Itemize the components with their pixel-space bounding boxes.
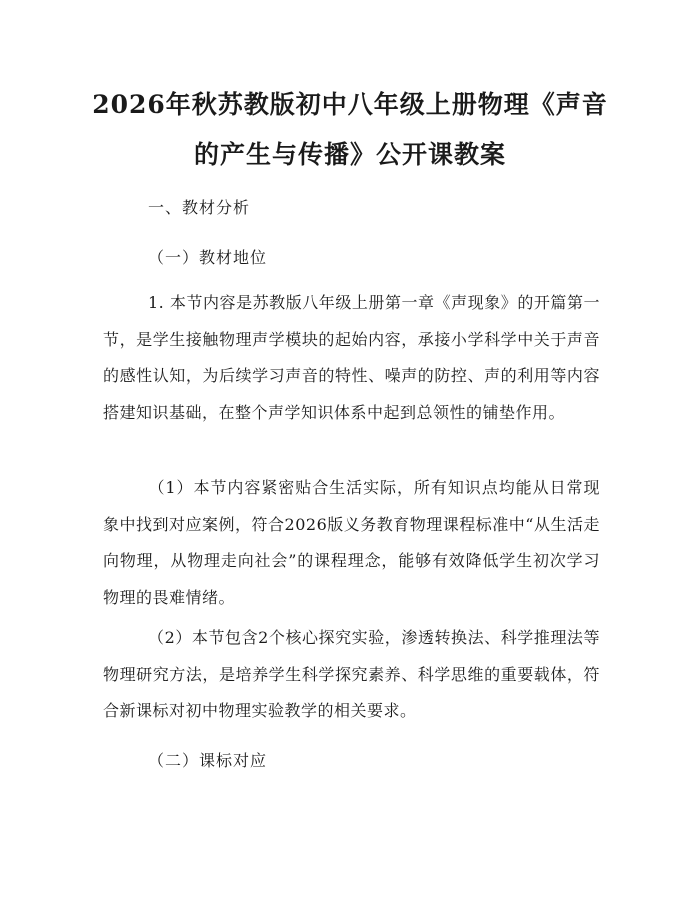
- paragraph-3: [103, 620, 600, 730]
- section-heading-teaching-material-analysis: 一、教材分析: [148, 198, 251, 217]
- paragraph-1-text: 1. 本节内容是苏教版八年级上册第一章《声现象》的开篇第一节，是学生接触物理声学模块的起始内容，承接小学科学中关于声音的感性认知，为后续学习声音的特性、噪声的防控、声的利用等内容搭建知识基础，在整个声学知识体系中起到总领性的铺垫作用。: [103, 293, 600, 422]
- subsection-heading-curriculum-standard: （二）课标对应: [148, 751, 268, 770]
- subsection-heading-material-position: （一）教材地位: [148, 248, 268, 267]
- paragraph-1: [103, 285, 600, 431]
- document-title-line-2: 的产生与传播》公开课教案: [193, 140, 506, 169]
- paragraph-3-text: （2）本节包含2个核心探究实验，渗透转换法、科学推理法等物理研究方法，是培养学生科学探究素养、科学思维的重要载体，符合新课标对初中物理实验教学的相关要求。: [103, 628, 600, 720]
- paragraph-2: [103, 470, 600, 616]
- document-title-line-1: 2026年秋苏教版初中八年级上册物理《声音: [92, 90, 608, 119]
- paragraph-2-text: （1）本节内容紧密贴合生活实际，所有知识点均能从日常现象中找到对应案例，符合2026版义务教育物理课程标准中“从生活走向物理，从物理走向社会”的课程理念，能够有效降低学生初次学习物理的畏难情绪。: [103, 478, 600, 607]
